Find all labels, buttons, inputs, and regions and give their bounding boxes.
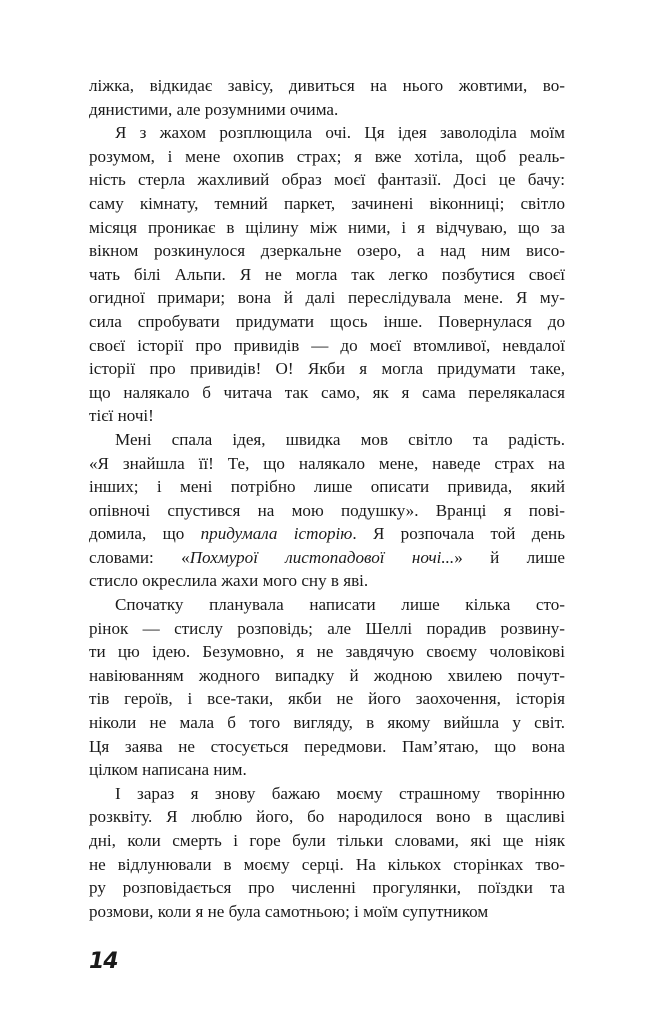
text-line: Я з жахом розплющила очі. Ця ідея заволоділа моїм	[115, 123, 565, 143]
text-line: Ця заява не стосується передмови. Пам’ятаю, що вона	[89, 736, 565, 756]
text-line: розквіту. Я люблю його, бо народилося воно в щасливі	[89, 807, 565, 827]
text-line: ліжка, відкидає завісу, дивиться на нього жовтими, во-	[89, 76, 565, 95]
text-line: розмови, коли я не була самотньою; і моїм супутником	[89, 901, 489, 921]
text-line: ніколи не мала б того вигляду, в якому вийшла у світ.	[89, 713, 565, 733]
text-line: рінок — стислу розповідь; але Шеллі порадив розвину-	[89, 618, 565, 638]
text-line: вікном розкинулося дзеркальне озеро, а над ним висо-	[89, 241, 565, 261]
paragraph	[89, 593, 565, 782]
text-line: не відлунювали в моєму серці. На кількох сторінках тво-	[89, 854, 565, 874]
text-line: стисло окреслила жахи мого сну в яві.	[89, 571, 369, 591]
page-number: 14	[89, 949, 118, 974]
text-line: місяця проникає в щілину між ними, і я відчуваю, що за	[89, 217, 565, 237]
text-line: саму кімнату, темний паркет, зачинені віконниці; світло	[89, 193, 565, 213]
text-line: Спочатку планувала написати лише кілька сто-	[115, 595, 565, 615]
text-line: історії про привидів! О! Якби я могла придумати таке,	[89, 359, 565, 379]
text-line: дянистими, але розумними очима.	[89, 99, 339, 119]
text-line: «Я знайшла її! Те, що налякало мене, наведе страх на	[89, 453, 565, 473]
text-line: що налякало б читача так само, як я сама перелякалася	[89, 382, 565, 402]
text-line: ти цю ідею. Безумовно, я не завдячую своєму чоловікові	[89, 642, 565, 662]
text-line: тів героїв, і все-таки, якби не його заохочення, історія	[89, 689, 565, 709]
paragraph	[89, 428, 565, 593]
text-line: словами: «Похмурої листопадової ночі...» й лише	[89, 547, 565, 567]
text-line: опівночі спустився на мою подушку». Вранці я пові-	[89, 500, 565, 520]
text-line: огидної примари; вона й далі переслідувала мене. Я му-	[89, 288, 565, 308]
text-line: чать білі Альпи. Я не могла так легко позбутися своєї	[89, 264, 565, 284]
text-line: ру розповідається про численні прогулянки, поїздки та	[89, 878, 565, 898]
text-line: інших; і мені потрібно лише описати привида, який	[89, 477, 565, 497]
italic-phrase: придумала історію	[200, 524, 353, 544]
text-line: ність стерла жахливий образ моєї фантазії. Досі це бачу:	[89, 170, 565, 190]
text-line: дні, коли смерть і горе були тільки словами, які ще ніяк	[89, 831, 565, 850]
text-line: навіюванням жодного випадку й жодною хвилею почут-	[89, 665, 565, 685]
paragraph	[89, 782, 565, 924]
text-line: І зараз я знову бажаю моєму страшному творінню	[115, 783, 565, 803]
paragraph	[89, 121, 565, 428]
text-line: Мені спала ідея, швидка мов світло та радість.	[115, 429, 565, 449]
text-line: своєї історії про привидів — до моєї втомливої, невдалої	[89, 335, 565, 355]
paragraph	[89, 74, 565, 121]
text-line: сила спробувати придумати щось інше. Повернулася до	[89, 311, 565, 331]
body-text	[89, 74, 565, 923]
italic-phrase: Похмурої листопадової ночі...	[189, 547, 455, 567]
text-line: домила, що придумала історію. Я розпочала той день	[89, 524, 565, 544]
text-line: тієї ночі!	[89, 406, 154, 426]
text-line: цілком написана ним.	[89, 760, 247, 780]
text-line: розумом, і мене охопив страх; я вже хотіла, щоб реаль-	[89, 146, 565, 166]
